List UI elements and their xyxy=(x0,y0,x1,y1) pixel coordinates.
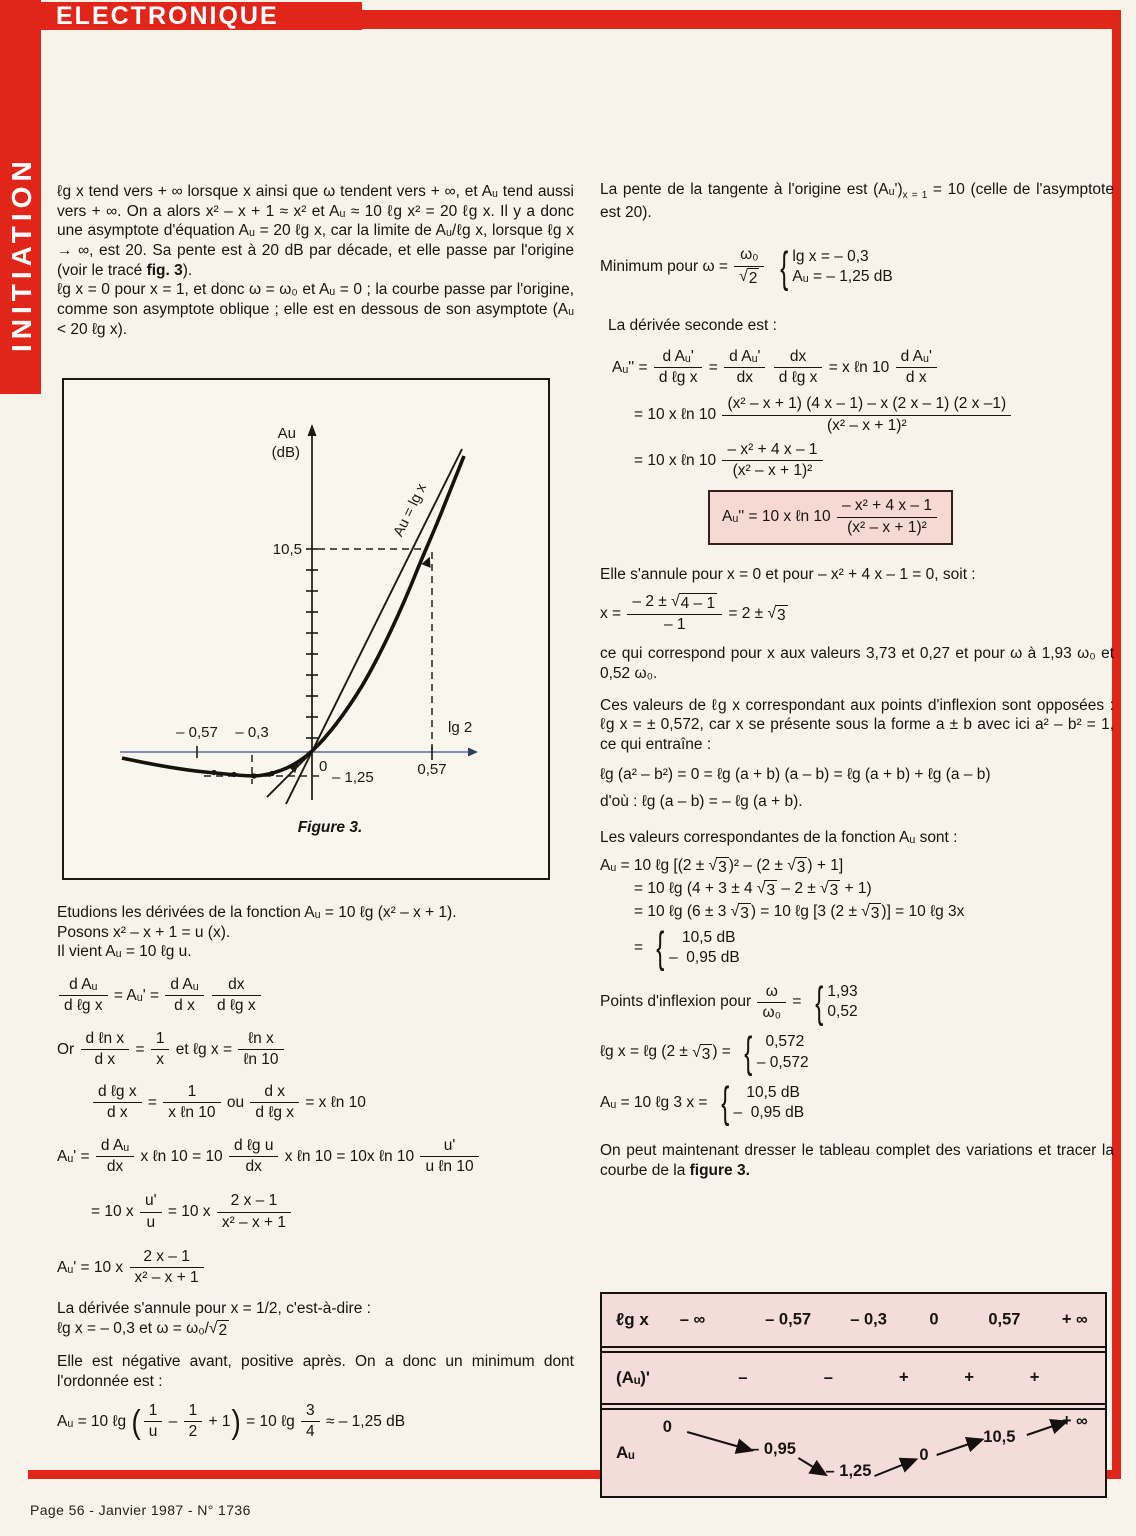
lgx-value: + ∞ xyxy=(1061,1310,1088,1329)
figure-3-plot xyxy=(64,380,547,877)
formula-inflexion-points: Points d'inflexion pour $\frac{\omega}{\text{ω₀}}$ = { 1,93 0,52 xyxy=(600,977,858,1027)
formula-lg-identity-2: d'où : ℓg (a – b) = – ℓg (a + b). xyxy=(600,793,803,811)
paragraph-tangent-slope: La pente de la tangente à l'origine est $(Aᵤ')_{x = 1} = 10$ (celle de l'asymptote est 20). xyxy=(600,181,1114,221)
y-axis-label-db: (dB) xyxy=(271,444,300,461)
left-column-derivatives xyxy=(57,903,574,1441)
text-line: Etudions les dérivées de la fonction Aᵤ = 10 ℓg (x² – x + 1). xyxy=(57,904,457,921)
au-value: – 1,25 xyxy=(825,1462,872,1480)
table-row-derivative-sign xyxy=(602,1353,1105,1405)
au-value: + ∞ xyxy=(1061,1412,1088,1430)
au-value: 0 xyxy=(919,1446,929,1464)
y-value-10-5: 10,5 xyxy=(272,541,302,558)
x-axis-arrow xyxy=(468,748,478,757)
text-derivative-zero: La dérivée s'annule pour x = 1/2, c'est-à-dire : xyxy=(57,1300,371,1318)
formula-au-final: Aᵤ = 10 ℓg 3 x = { 10,5 dB – 0,95 dB xyxy=(600,1078,805,1128)
y-axis-label-au: Au xyxy=(277,425,296,442)
formula-au-prime: Aᵤ' = $\frac{\text{d Aᵤ}}{dx}$ x ℓn 10 = 10 d ℓg u dx x ℓn 10 = 10x ℓn 10 u' u ℓn 10 xyxy=(57,1137,574,1177)
formula-second-derivative-3: = 10 x ℓn 10 $\frac{\text{– x² + 4 x – 1}}{\text{(x² – x + 1)²}}$ xyxy=(634,441,1114,481)
text-lgx-min: ℓg x = – 0,3 et ω = ω₀/ √ 2 xyxy=(57,1320,228,1340)
sign-value: – xyxy=(738,1368,748,1387)
y-axis-arrow xyxy=(308,424,317,436)
text-line: Il vient Aᵤ = 10 ℓg u. xyxy=(57,943,192,961)
text-valeurs-correspondantes: Les valeurs correspondantes de la fonction Aᵤ sont : xyxy=(600,829,958,847)
row-label-au: Aᵤ xyxy=(616,1443,635,1462)
section-side-band xyxy=(0,0,41,394)
formula-lg-identity: ℓg (a² – b²) = 0 = ℓg (a + b) (a – b) = ℓg (a + b) + ℓg (a – b) xyxy=(600,765,991,783)
figure-3-frame xyxy=(62,378,550,880)
formula-minimum: Minimum pour ω = ω₀ √ 2 { lg x = – 0,3 Aᵤ = – 1,25 dB xyxy=(600,242,893,292)
page-footer: Page 56 - Janvier 1987 - N° 1736 xyxy=(30,1502,251,1518)
formula-au-values-1: Aᵤ = 10 ℓg [(2 ± √ 3 )² – (2 ± √ 3 ) + 1] xyxy=(600,856,844,876)
variation-table xyxy=(600,1292,1107,1498)
sign-value: + xyxy=(1029,1368,1040,1387)
sign-value: – xyxy=(823,1368,833,1387)
brand-bar xyxy=(40,2,362,30)
formula-ln-derivative: Or d ℓn x d x = $\frac{1}{x}$ et ℓg x = ℓn x ℓn 10 xyxy=(57,1030,574,1070)
text-minimum: Elle est négative avant, positive après. On a donc un minimum dont l'ordonnée est : xyxy=(57,1353,574,1391)
formula-au-prime-2: = 10 x $\frac{u'}{u}$ = 10 x $\frac{2 x - 1}{\text{x² – x + 1}}$ xyxy=(91,1192,574,1232)
table-row-lgx xyxy=(602,1294,1105,1348)
paragraph-tableau: On peut maintenant dresser le tableau complet des variations et tracer la courbe de la figure 3. xyxy=(600,1141,1114,1179)
lgx-value: – ∞ xyxy=(679,1310,706,1329)
text-annule: Elle s'annule pour x = 0 et pour – x² + 4 x – 1 = 0, soit : xyxy=(600,566,976,584)
lgx-value: 0 xyxy=(929,1310,939,1329)
x-tick-label-p057: 0,57 xyxy=(417,761,447,778)
text-second-derivative: La dérivée seconde est : xyxy=(608,317,777,335)
lgx-value: – 0,57 xyxy=(765,1310,812,1329)
text-values-omega: ce qui correspond pour x aux valeurs 3,73 et 0,27 et pour ω à 1,93 ω₀ et 0,52 ω₀. xyxy=(600,645,1114,683)
sign-value: + xyxy=(898,1368,909,1387)
au-value: 10,5 xyxy=(983,1428,1016,1446)
row-label-lgx: ℓg x xyxy=(616,1310,649,1329)
left-column-intro xyxy=(57,182,574,339)
lgx-value: – 0,3 xyxy=(850,1310,887,1329)
text-line: Posons x² – x + 1 = u (x). xyxy=(57,923,231,941)
formula-lg-derivative: d ℓg x d x = 1 x ℓn 10 ou d x d ℓg x = x ℓn 10 xyxy=(91,1083,574,1123)
brand-title: ELECTRONIQUE xyxy=(56,1,279,30)
min-value-label: – 1,25 xyxy=(332,769,374,786)
au-value: 0 xyxy=(662,1418,672,1436)
formula-au-values-2: = 10 ℓg (4 + 3 ± 4 √ 3 – 2 ± √ 3 + 1) xyxy=(634,880,872,900)
variation-arrows xyxy=(602,1410,1105,1496)
x-tick-label-m03: – 0,3 xyxy=(235,724,269,741)
x-tick-label-m057: – 0,57 xyxy=(176,724,218,741)
formula-second-derivative-2: = 10 x ℓn 10 $\frac{\text{(x² – x + 1) (4 x – 1) – x (2 x – 1) (2 x –1)}}{\text{(x² – x + 1)²}}$ xyxy=(634,395,1114,435)
table-row-au-variation xyxy=(602,1410,1105,1496)
formula-au-prime-result: Aᵤ' = 10 x $\frac{2 x - 1}{\text{x² – x + 1}}$ xyxy=(57,1248,574,1288)
right-column xyxy=(600,180,1114,1180)
asymptote-label: Au = lg x xyxy=(390,481,431,540)
figure-caption: Figure 3. xyxy=(297,819,363,836)
lgx-value: 0,57 xyxy=(988,1310,1021,1329)
formula-minimum-value: Aᵤ = 10 ℓg ( $\frac{1}{u}$ – $\frac{1}{2}$ + 1) = 10 ℓg $\frac{3}{4}$ ≈ – 1,25 dB xyxy=(57,1401,406,1441)
boxed-formula-wrap xyxy=(600,490,1114,545)
x-axis-end-label: lg 2 xyxy=(448,719,473,736)
section-vertical-title: INITIATION xyxy=(6,156,37,352)
formula-derivative-def: d Aᵤ d ℓg x = Aᵤ' = $\frac{\text{d Aᵤ}}{\text{d x}}$ dx d ℓg x xyxy=(57,976,574,1016)
x-tick-label-0: 0 xyxy=(319,758,328,775)
boxed-second-derivative: Aᵤ'' = 10 x ℓn 10 $\frac{\text{– x² + 4 x – 1}}{\text{(x² – x + 1)²}}$ xyxy=(708,490,953,545)
au-value: – 0,95 xyxy=(750,1440,796,1458)
text-inflexion-opposees: Ces valeurs de ℓg x correspondant aux points d'inflexion sont opposées : ℓg x = ± 0,572, car x se présente sous la forme a ± b avec ici a² – b² = 1, ce qui entraîne : xyxy=(600,696,1114,754)
formula-roots: x = – 2 ± √ 4 – 1 – 1 = 2 ± √ 3 xyxy=(600,592,786,634)
formula-au-values-3: = 10 ℓg (6 ± 3 √ 3 ) = 10 ℓg [3 (2 ± √ 3 )] = 10 ℓg 3x xyxy=(634,903,965,923)
sign-value: + xyxy=(964,1368,975,1387)
paragraph-asymptote: ℓg x tend vers + ∞ lorsque x ainsi que ω tendent vers + ∞, et Aᵤ tend aussi vers + ∞. On a alors x² – x + 1 ≈ x² et Aᵤ ≈ 10 ℓg x² = 20 ℓg x. Il y a donc une asymptote d'équation Aᵤ = 20 ℓg x, car la limite de Aᵤ/ℓg x, lorsque ℓg x → ∞, est 20. Sa pente est à 20 dB par décade, et elle passe par l'origine (voir le tracé fig. 3). xyxy=(57,183,574,279)
formula-second-derivative: Aᵤ'' = d Aᵤ' d ℓg x = $\frac{\text{d Aᵤ'}}{dx}$ dx d ℓg x = x ℓn 10 $\frac{\text{d Aᵤ'}}{\text{d x}}$ xyxy=(612,348,1114,388)
formula-au-values-4: = { 10,5 dB – 0,95 dB xyxy=(634,923,740,973)
row-label-au-prime: (Aᵤ)' xyxy=(616,1368,650,1387)
frame-top-line xyxy=(356,10,1120,29)
formula-lgx-values: ℓg x = ℓg (2 ± √ 3 ) = { 0,572 – 0,572 xyxy=(600,1027,809,1077)
paragraph-origin: ℓg x = 0 pour x = 1, et donc ω = ω₀ et Aᵤ = 0 ; la courbe passe par l'origine, comme son asymptote oblique ; elle est en dessous de son asymptote (Aᵤ < 20 ℓg x). xyxy=(57,281,574,338)
dashed-guides xyxy=(204,549,432,784)
